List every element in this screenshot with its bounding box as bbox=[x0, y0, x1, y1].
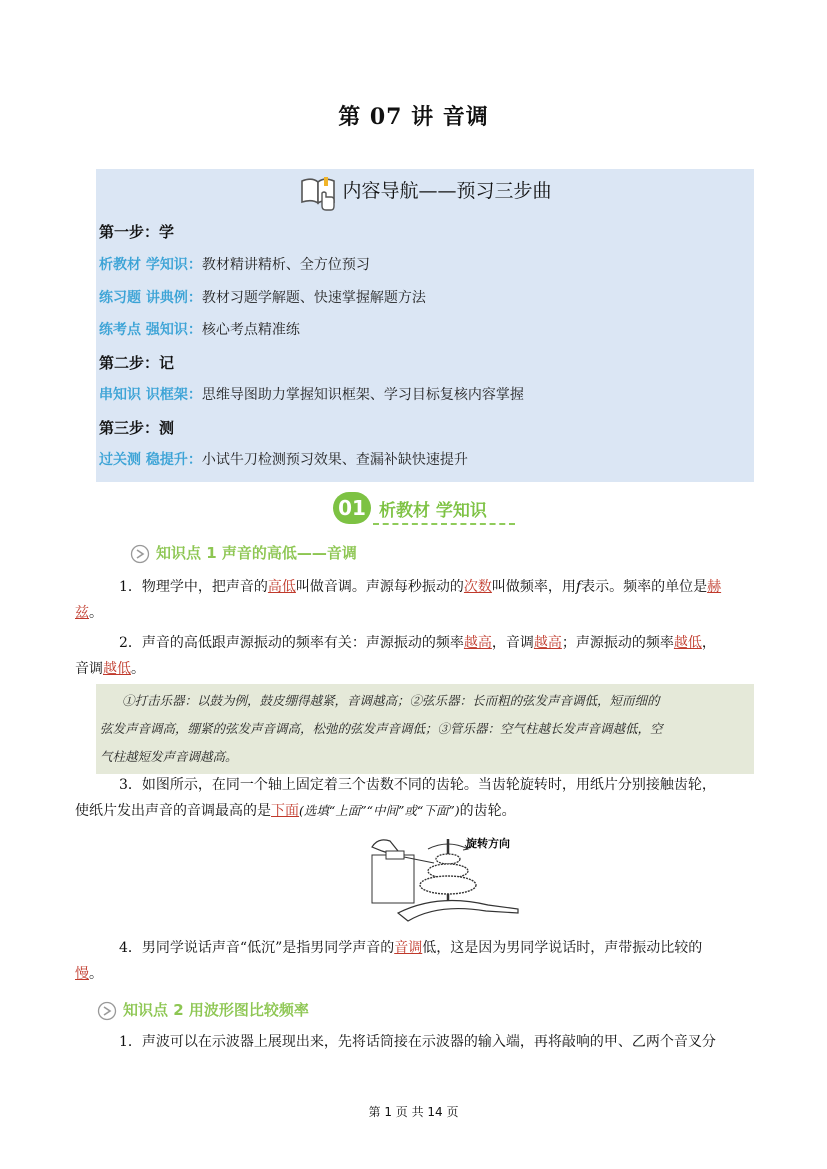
arrow-circle-icon bbox=[97, 1001, 117, 1021]
answer: 赫 bbox=[707, 579, 722, 595]
nav-item-desc: 教材习题学解题、快速掌握解题方法 bbox=[201, 290, 426, 306]
rotation-direction-label: 旋转方向 bbox=[466, 837, 510, 850]
nav-item-tag: 串知识 识框架： bbox=[99, 387, 202, 403]
answer: 次数 bbox=[463, 579, 492, 595]
paragraph-2: 2．声音的高低跟声源振动的频率有关：声源振动的频率越高，音调越高；声源振动的频率越低， 音调越低。 bbox=[75, 635, 716, 677]
answer: 越高 bbox=[463, 635, 492, 651]
tip-box bbox=[96, 684, 754, 774]
nav-item bbox=[99, 385, 524, 405]
book-pointer-icon bbox=[298, 173, 340, 211]
arrow-circle-icon bbox=[130, 544, 150, 564]
gear-figure bbox=[368, 833, 528, 928]
page-title: 第 07 讲 音调 bbox=[338, 104, 489, 130]
paragraph-1: 1．物理学中，把声音的高低叫做音调。声源每秒振动的次数叫做频率，用f表示。频率的单位是赫 兹。 bbox=[75, 579, 722, 621]
answer: 高低 bbox=[267, 579, 296, 595]
paragraph-3: 3．如图所示，在同一个轴上固定着三个齿数不同的齿轮。当齿轮旋转时，用纸片分别接触齿轮， 使纸片发出声音的音调最高的是下面(选填“上面”“中间”或“下面”)的齿轮。 bbox=[75, 777, 716, 819]
section-title: 析教材 学知识 bbox=[379, 501, 487, 521]
nav-item-tag: 练习题 讲典例： bbox=[99, 290, 202, 306]
answer: 慢 bbox=[75, 966, 89, 982]
nav-item bbox=[99, 450, 468, 470]
knowledge-point-1-heading bbox=[130, 542, 357, 564]
tip-text: ①打击乐器：以鼓为例，鼓皮绷得越紧，音调越高；②弦乐器：长而粗的弦发声音调低，短而细的 弦发声音调高，绷紧的弦发声音调高，松弛的弦发声音调低；③管乐器：空气柱越长发声音调越低，空 气柱越短发声音调越高。 bbox=[100, 693, 663, 764]
nav-item-desc: 教材精讲精析、全方位预习 bbox=[201, 257, 370, 273]
nav-item bbox=[99, 320, 300, 340]
knowledge-point-2-heading bbox=[97, 999, 309, 1021]
content-navigation-box bbox=[96, 169, 754, 482]
answer: 越低 bbox=[673, 635, 702, 651]
step-one-label: 第一步：学 bbox=[99, 223, 175, 241]
answer: 越高 bbox=[533, 635, 562, 651]
answer: 越低 bbox=[103, 661, 131, 677]
nav-item-tag: 析教材 学知识： bbox=[99, 257, 202, 273]
nav-item bbox=[99, 255, 370, 275]
section-underline bbox=[373, 523, 515, 525]
page-footer: 第 1 页 共 14 页 bbox=[368, 1105, 459, 1119]
paragraph-4: 4．男同学说话声音“低沉”是指男同学声音的音调低，这是因为男同学说话时，声带振动比较的 慢。 bbox=[75, 940, 703, 982]
nav-item-desc: 小试牛刀检测预习效果、查漏补缺快速提升 bbox=[201, 452, 468, 468]
paragraph-5: 1．声波可以在示波器上展现出来，先将话筒接在示波器的输入端，再将敲响的甲、乙两个音叉分 bbox=[119, 1034, 716, 1050]
nav-item-tag: 过关测 稳提升： bbox=[99, 452, 202, 468]
answer: 兹 bbox=[75, 605, 89, 621]
step-three-label: 第三步：测 bbox=[99, 419, 175, 437]
nav-item-desc: 思维导图助力掌握知识框架、学习目标复核内容掌握 bbox=[201, 387, 524, 403]
nav-item-desc: 核心考点精准练 bbox=[201, 322, 300, 338]
nav-heading bbox=[96, 173, 754, 211]
section-number: 01 bbox=[333, 492, 371, 524]
answer: 音调 bbox=[394, 940, 423, 956]
gears-diagram-icon bbox=[368, 833, 528, 928]
section-banner bbox=[333, 492, 523, 528]
answer: 下面 bbox=[271, 803, 299, 819]
knowledge-point-1-title: 知识点 1 声音的高低——音调 bbox=[156, 544, 357, 562]
nav-item-tag: 练考点 强知识： bbox=[99, 322, 202, 338]
knowledge-point-2-title: 知识点 2 用波形图比较频率 bbox=[123, 1001, 309, 1019]
nav-item bbox=[99, 288, 426, 308]
step-two-label: 第二步：记 bbox=[99, 354, 175, 372]
nav-heading-text: 内容导航——预习三步曲 bbox=[342, 180, 552, 202]
